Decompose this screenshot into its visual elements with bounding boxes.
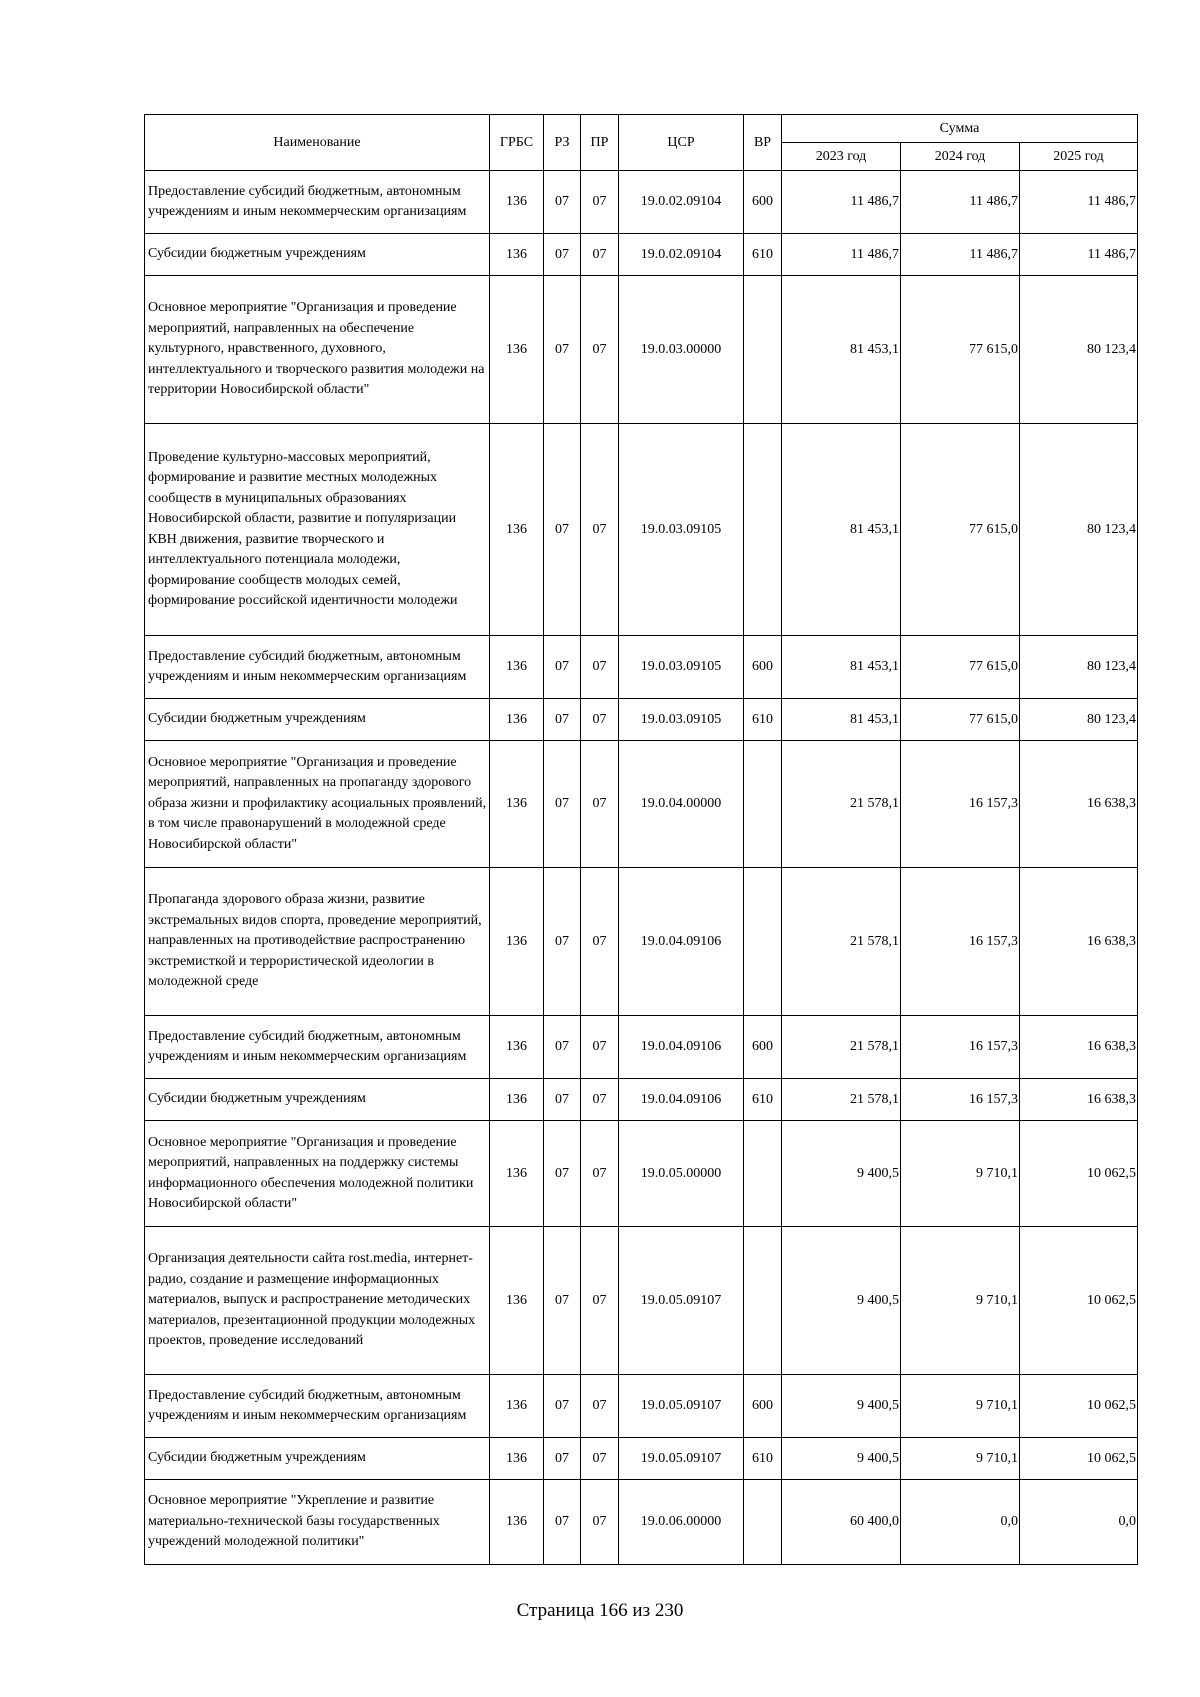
row-pr: 07 xyxy=(581,1079,619,1121)
row-amount-2024: 9 710,1 xyxy=(901,1121,1020,1227)
row-vr: 600 xyxy=(744,636,782,699)
row-amount-2023: 81 453,1 xyxy=(782,424,901,636)
row-amount-2024: 16 157,3 xyxy=(901,741,1020,868)
row-vr: 610 xyxy=(744,234,782,276)
row-pr: 07 xyxy=(581,868,619,1016)
header-grbs: ГРБС xyxy=(490,115,544,171)
row-amount-2025: 16 638,3 xyxy=(1020,1016,1138,1079)
row-name: Предоставление субсидий бюджетным, автономным учреждениям и иным некоммерческим организациям xyxy=(145,1016,490,1079)
header-year-2025: 2025 год xyxy=(1020,143,1138,171)
row-rz: 07 xyxy=(544,171,581,234)
row-name: Основное мероприятие "Организация и проведение мероприятий, направленных на пропаганду здорового образа жизни и профилактику асоциальных проявлений, в том числе правонарушений в молодежной среде Новосибирской области" xyxy=(145,741,490,868)
row-name: Основное мероприятие "Укрепление и развитие материально-технической базы государственных учреждений молодежной политики" xyxy=(145,1480,490,1565)
row-csr: 19.0.02.09104 xyxy=(619,171,744,234)
row-csr: 19.0.04.09106 xyxy=(619,868,744,1016)
row-amount-2024: 77 615,0 xyxy=(901,699,1020,741)
row-grbs: 136 xyxy=(490,699,544,741)
row-amount-2023: 9 400,5 xyxy=(782,1227,901,1375)
row-amount-2025: 10 062,5 xyxy=(1020,1438,1138,1480)
table-row xyxy=(145,1079,1138,1121)
row-name: Предоставление субсидий бюджетным, автономным учреждениям и иным некоммерческим организациям xyxy=(145,171,490,234)
row-rz: 07 xyxy=(544,1227,581,1375)
table-row xyxy=(145,171,1138,234)
row-grbs: 136 xyxy=(490,276,544,424)
row-amount-2025: 11 486,7 xyxy=(1020,171,1138,234)
row-amount-2023: 11 486,7 xyxy=(782,171,901,234)
row-grbs: 136 xyxy=(490,424,544,636)
header-year-2024: 2024 год xyxy=(901,143,1020,171)
table-row xyxy=(145,1480,1138,1565)
row-amount-2023: 21 578,1 xyxy=(782,1016,901,1079)
row-rz: 07 xyxy=(544,1438,581,1480)
header-vr: ВР xyxy=(744,115,782,171)
row-amount-2023: 81 453,1 xyxy=(782,699,901,741)
row-name: Организация деятельности сайта rost.media, интернет-радио, создание и размещение информационных материалов, выпуск и распространение методических материалов, презентационной продукции молодежных проектов, проведение исследований xyxy=(145,1227,490,1375)
row-rz: 07 xyxy=(544,1121,581,1227)
row-csr: 19.0.03.09105 xyxy=(619,636,744,699)
table-row xyxy=(145,636,1138,699)
row-grbs: 136 xyxy=(490,1121,544,1227)
row-rz: 07 xyxy=(544,1016,581,1079)
row-vr xyxy=(744,868,782,1016)
header-year-2023: 2023 год xyxy=(782,143,901,171)
row-amount-2024: 11 486,7 xyxy=(901,171,1020,234)
row-amount-2024: 9 710,1 xyxy=(901,1438,1020,1480)
header-name: Наименование xyxy=(145,115,490,171)
row-amount-2024: 11 486,7 xyxy=(901,234,1020,276)
row-vr: 600 xyxy=(744,171,782,234)
table-row xyxy=(145,1438,1138,1480)
table-row xyxy=(145,868,1138,1016)
row-csr: 19.0.04.09106 xyxy=(619,1079,744,1121)
row-vr xyxy=(744,1480,782,1565)
table-row xyxy=(145,741,1138,868)
table-row xyxy=(145,1375,1138,1438)
row-csr: 19.0.02.09104 xyxy=(619,234,744,276)
row-rz: 07 xyxy=(544,234,581,276)
row-pr: 07 xyxy=(581,636,619,699)
table-row xyxy=(145,1121,1138,1227)
row-amount-2024: 16 157,3 xyxy=(901,1016,1020,1079)
row-csr: 19.0.06.00000 xyxy=(619,1480,744,1565)
table-row xyxy=(145,276,1138,424)
row-amount-2023: 21 578,1 xyxy=(782,741,901,868)
row-amount-2025: 80 123,4 xyxy=(1020,699,1138,741)
row-vr: 610 xyxy=(744,1079,782,1121)
row-vr xyxy=(744,276,782,424)
row-amount-2024: 9 710,1 xyxy=(901,1227,1020,1375)
row-pr: 07 xyxy=(581,699,619,741)
row-grbs: 136 xyxy=(490,636,544,699)
row-pr: 07 xyxy=(581,276,619,424)
row-vr: 610 xyxy=(744,699,782,741)
page-number: Страница 166 из 230 xyxy=(516,1600,684,1621)
row-amount-2023: 21 578,1 xyxy=(782,1079,901,1121)
row-name: Субсидии бюджетным учреждениям xyxy=(145,699,490,741)
row-pr: 07 xyxy=(581,1480,619,1565)
row-vr xyxy=(744,1121,782,1227)
row-amount-2023: 21 578,1 xyxy=(782,868,901,1016)
row-vr xyxy=(744,424,782,636)
row-amount-2025: 0,0 xyxy=(1020,1480,1138,1565)
row-vr xyxy=(744,741,782,868)
row-amount-2025: 80 123,4 xyxy=(1020,424,1138,636)
row-amount-2025: 11 486,7 xyxy=(1020,234,1138,276)
header-rz: РЗ xyxy=(544,115,581,171)
row-grbs: 136 xyxy=(490,1375,544,1438)
row-amount-2023: 9 400,5 xyxy=(782,1375,901,1438)
row-amount-2025: 16 638,3 xyxy=(1020,1079,1138,1121)
row-rz: 07 xyxy=(544,741,581,868)
row-grbs: 136 xyxy=(490,868,544,1016)
row-amount-2024: 9 710,1 xyxy=(901,1375,1020,1438)
row-amount-2023: 9 400,5 xyxy=(782,1438,901,1480)
row-name: Субсидии бюджетным учреждениям xyxy=(145,1438,490,1480)
table-body xyxy=(145,171,1138,1565)
row-name: Проведение культурно-массовых мероприятий, формирование и развитие местных молодежных сообществ в муниципальных образованиях Новосибирской области, развитие и популяризации КВН движения, развитие творческого и интеллектуального потенциала молодежи, формирование сообществ молодых семей, формирование российской идентичности молодежи xyxy=(145,424,490,636)
row-amount-2024: 77 615,0 xyxy=(901,636,1020,699)
row-amount-2023: 11 486,7 xyxy=(782,234,901,276)
row-csr: 19.0.05.09107 xyxy=(619,1227,744,1375)
row-name: Основное мероприятие "Организация и проведение мероприятий, направленных на поддержку системы информационного обеспечения молодежной политики Новосибирской области" xyxy=(145,1121,490,1227)
row-name: Основное мероприятие "Организация и проведение мероприятий, направленных на обеспечение культурного, нравственного, духовного, интеллектуального и творческого развития молодежи на территории Новосибирской области" xyxy=(145,276,490,424)
table-row xyxy=(145,424,1138,636)
row-vr: 600 xyxy=(744,1016,782,1079)
row-csr: 19.0.05.09107 xyxy=(619,1375,744,1438)
row-vr xyxy=(744,1227,782,1375)
row-grbs: 136 xyxy=(490,1227,544,1375)
row-pr: 07 xyxy=(581,1375,619,1438)
row-csr: 19.0.03.09105 xyxy=(619,424,744,636)
row-name: Субсидии бюджетным учреждениям xyxy=(145,234,490,276)
row-pr: 07 xyxy=(581,171,619,234)
table-row xyxy=(145,234,1138,276)
row-name: Предоставление субсидий бюджетным, автономным учреждениям и иным некоммерческим организациям xyxy=(145,636,490,699)
row-rz: 07 xyxy=(544,699,581,741)
header-pr: ПР xyxy=(581,115,619,171)
header-csr: ЦСР xyxy=(619,115,744,171)
row-name: Предоставление субсидий бюджетным, автономным учреждениям и иным некоммерческим организациям xyxy=(145,1375,490,1438)
row-amount-2025: 80 123,4 xyxy=(1020,276,1138,424)
header-sum: Сумма xyxy=(782,115,1138,143)
row-rz: 07 xyxy=(544,424,581,636)
row-grbs: 136 xyxy=(490,1079,544,1121)
row-amount-2023: 9 400,5 xyxy=(782,1121,901,1227)
row-pr: 07 xyxy=(581,424,619,636)
row-grbs: 136 xyxy=(490,1480,544,1565)
row-rz: 07 xyxy=(544,276,581,424)
row-rz: 07 xyxy=(544,1480,581,1565)
row-pr: 07 xyxy=(581,234,619,276)
row-amount-2024: 77 615,0 xyxy=(901,424,1020,636)
row-amount-2025: 16 638,3 xyxy=(1020,868,1138,1016)
header-row-top xyxy=(145,115,1138,143)
row-grbs: 136 xyxy=(490,1016,544,1079)
row-csr: 19.0.04.00000 xyxy=(619,741,744,868)
row-pr: 07 xyxy=(581,1016,619,1079)
row-amount-2023: 81 453,1 xyxy=(782,636,901,699)
row-grbs: 136 xyxy=(490,171,544,234)
row-amount-2024: 0,0 xyxy=(901,1480,1020,1565)
row-amount-2025: 10 062,5 xyxy=(1020,1121,1138,1227)
row-pr: 07 xyxy=(581,1121,619,1227)
row-name: Субсидии бюджетным учреждениям xyxy=(145,1079,490,1121)
row-amount-2024: 16 157,3 xyxy=(901,868,1020,1016)
row-amount-2024: 16 157,3 xyxy=(901,1079,1020,1121)
row-amount-2023: 81 453,1 xyxy=(782,276,901,424)
row-pr: 07 xyxy=(581,1438,619,1480)
row-csr: 19.0.05.09107 xyxy=(619,1438,744,1480)
row-rz: 07 xyxy=(544,868,581,1016)
row-pr: 07 xyxy=(581,741,619,868)
row-rz: 07 xyxy=(544,1079,581,1121)
row-rz: 07 xyxy=(544,636,581,699)
row-vr: 600 xyxy=(744,1375,782,1438)
row-csr: 19.0.05.00000 xyxy=(619,1121,744,1227)
row-grbs: 136 xyxy=(490,741,544,868)
row-amount-2023: 60 400,0 xyxy=(782,1480,901,1565)
budget-table xyxy=(144,114,1138,1565)
row-rz: 07 xyxy=(544,1375,581,1438)
row-amount-2025: 10 062,5 xyxy=(1020,1375,1138,1438)
table-row xyxy=(145,699,1138,741)
row-vr: 610 xyxy=(744,1438,782,1480)
table-row xyxy=(145,1227,1138,1375)
table-row xyxy=(145,1016,1138,1079)
row-amount-2025: 80 123,4 xyxy=(1020,636,1138,699)
row-amount-2025: 10 062,5 xyxy=(1020,1227,1138,1375)
row-csr: 19.0.03.09105 xyxy=(619,699,744,741)
row-pr: 07 xyxy=(581,1227,619,1375)
row-name: Пропаганда здорового образа жизни, развитие экстремальных видов спорта, проведение мероприятий, направленных на противодействие распространению экстремисткой и террористической идеологии в молодежной среде xyxy=(145,868,490,1016)
row-grbs: 136 xyxy=(490,234,544,276)
row-amount-2025: 16 638,3 xyxy=(1020,741,1138,868)
row-csr: 19.0.04.09106 xyxy=(619,1016,744,1079)
row-grbs: 136 xyxy=(490,1438,544,1480)
row-csr: 19.0.03.00000 xyxy=(619,276,744,424)
row-amount-2024: 77 615,0 xyxy=(901,276,1020,424)
